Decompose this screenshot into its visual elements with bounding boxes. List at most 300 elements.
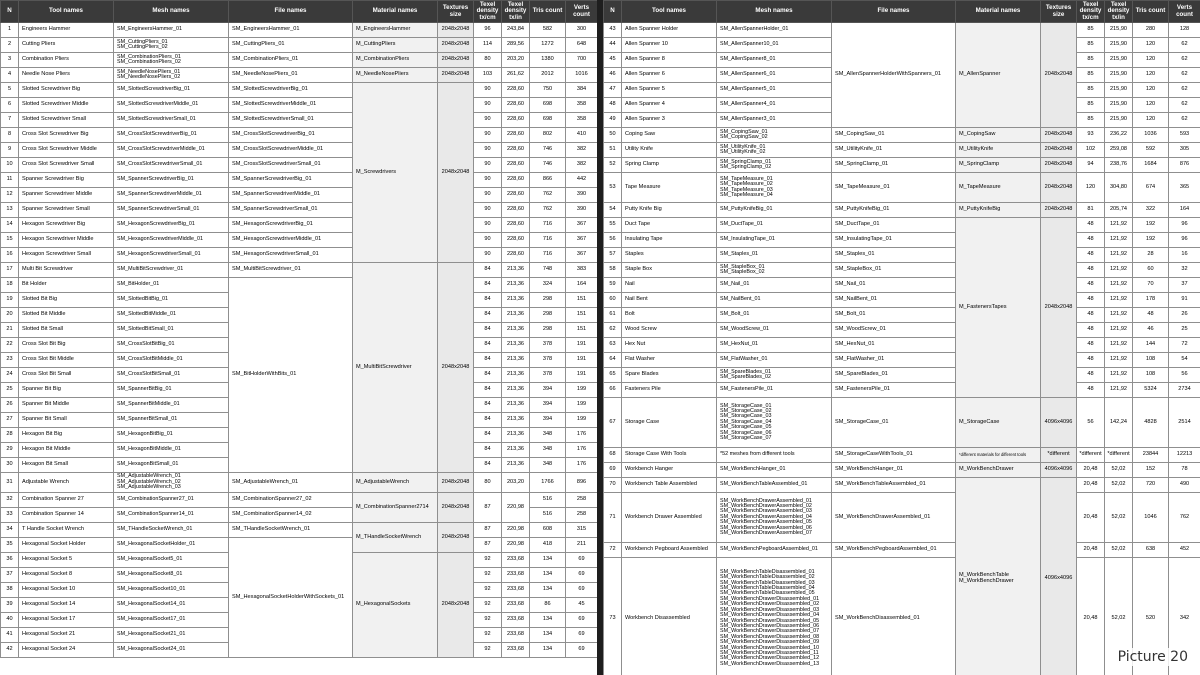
texel-density-in: 289,56 [502,38,530,53]
table-row [604,218,1200,233]
mesh-names [114,643,229,658]
material-name [353,473,438,493]
mesh-names [717,448,832,463]
tool-name: Bolt [622,308,717,323]
tris-count: 866 [530,173,566,188]
file-name: SM_SpannerScrewdriverSmall_01 [229,203,353,218]
mesh-name: SM_StorageCase_02 [720,407,772,414]
texel-density-in: 121,92 [1105,383,1133,398]
table-row [604,143,1200,158]
table-row [1,38,598,53]
mesh-names [717,293,832,308]
row-number: 41 [1,628,19,643]
tris-count: 48 [1133,308,1169,323]
texel-density-in: 121,92 [1105,248,1133,263]
tool-name: Multi Bit Screwdriver [19,263,114,278]
mesh-name: SM_HexagonalSocket5_01 [117,556,183,563]
verts-count: 452 [1169,543,1200,558]
texture-size: 2048x2048 [438,38,474,53]
texel-density-cm: 20,48 [1077,558,1105,675]
mesh-names [717,53,832,68]
material-name [353,68,438,83]
mesh-names [717,83,832,98]
texel-density-in: 259,08 [1105,143,1133,158]
texel-density-cm: 87 [474,493,502,523]
texel-density-in: 52,02 [1105,493,1133,543]
mesh-name: SM_HexagonalSocket21_01 [117,631,186,638]
file-name: SM_CuttingPliers_01 [229,38,353,53]
table-row [1,68,598,83]
texel-density-in: 213,36 [502,323,530,338]
file-name: SM_SpannerScrewdriverMiddle_01 [229,188,353,203]
tool-name: Hexagonal Socket Holder [19,538,114,553]
texel-density-in: 228,60 [502,233,530,248]
tool-name: Engineers Hammer [19,23,114,38]
mesh-name: SM_TapeMeasure_03 [720,186,773,193]
row-number: 19 [1,293,19,308]
texel-density-cm: 84 [474,458,502,473]
file-name: SM_CrossSlotScrewdriverBig_01 [229,128,353,143]
tris-count: 394 [530,398,566,413]
mesh-name: SM_WorkBenchDrawerDisassembled_10 [720,644,820,651]
column-header: Mesh names [114,1,229,23]
column-header: Tool names [622,1,717,23]
mesh-name: SM_CombinationPliers_01 [117,53,181,60]
mesh-names [717,478,832,493]
row-number: 14 [1,218,19,233]
file-name: SM_HexagonScrewdriverMiddle_01 [229,233,353,248]
tris-count: 516 [530,508,566,523]
verts-count: 78 [1169,463,1200,478]
table-row [604,128,1200,143]
mesh-name: SM_HexagonBitSmall_01 [117,461,179,468]
mesh-names [114,188,229,203]
tris-count: 28 [1133,248,1169,263]
verts-count: 191 [566,353,598,368]
tool-name: Allen Spanner 3 [622,113,717,128]
mesh-name: SM_WorkBenchDrawerDisassembled_05 [720,617,820,624]
verts-count: 176 [566,428,598,443]
mesh-name: SM_SpannerScrewdriverSmall_01 [117,206,200,213]
tris-count: 582 [530,23,566,38]
tris-count: 1036 [1133,128,1169,143]
mesh-name: SM_SpannerBitSmall_01 [117,416,178,423]
mesh-name: SM_WorkBenchDrawerDisassembled_09 [720,639,820,646]
tool-name: Slotted Bit Small [19,323,114,338]
texel-density-in: 203,20 [502,53,530,68]
mesh-names [114,278,229,293]
table-row [604,263,1200,278]
table-row [604,353,1200,368]
texel-density-in: 228,60 [502,128,530,143]
row-number: 52 [604,158,622,173]
mesh-name: SM_HexagonalSocket8_01 [117,571,183,578]
mesh-names [114,458,229,473]
texel-density-in: 121,92 [1105,338,1133,353]
mesh-name: SM_WorkBenchDrawerAssembled_04 [720,513,812,520]
verts-count: 72 [1169,338,1200,353]
verts-count: 367 [566,218,598,233]
texel-density-cm: 103 [474,68,502,83]
mesh-name: SM_SlottedBitSmall_01 [117,326,174,333]
mesh-names [114,203,229,218]
texel-density-cm: 92 [474,568,502,583]
mesh-name: SM_CombinationSpanner14_01 [117,511,194,518]
material-line: M_WorkBenchDrawer [959,466,1014,473]
texel-density-cm: 85 [1077,98,1105,113]
verts-count: 32 [1169,263,1200,278]
column-header: Tool names [19,1,114,23]
verts-count: 69 [566,643,598,658]
tris-count: 750 [530,83,566,98]
verts-count: 96 [1169,218,1200,233]
texel-density-in: 233,68 [502,553,530,568]
tris-count: 86 [530,598,566,613]
mesh-names [717,248,832,263]
mesh-names [114,113,229,128]
file-name: SM_DuctTape_01 [832,218,956,233]
mesh-name: SM_SlottedBitBig_01 [117,296,168,303]
tris-count: 120 [1133,113,1169,128]
material-line: M_CombinationPliers [356,56,410,63]
mesh-name: SM_HexagonBitMiddle_01 [117,446,181,453]
tool-name: Hexagon Bit Small [19,458,114,473]
texel-density-cm: 90 [474,218,502,233]
tris-count: 1766 [530,473,566,493]
mesh-name: SM_CopingSaw_02 [720,134,768,140]
mesh-names [114,68,229,83]
mesh-names [114,248,229,263]
file-name: SM_StapleBox_01 [832,263,956,278]
column-header: Mesh names [717,1,832,23]
row-number: 23 [1,353,19,368]
mesh-name: SM_WorkBenchHanger_01 [720,466,786,473]
mesh-name: SM_WorkBenchDrawerAssembled_02 [720,502,812,509]
texel-density-in: 121,92 [1105,293,1133,308]
table-body-left [1,23,598,658]
mesh-names [717,323,832,338]
material-line: M_MultiBitScrewdriver [356,363,412,370]
tool-name: Hexagon Screwdriver Small [19,248,114,263]
tris-count: 298 [530,293,566,308]
mesh-name: SM_CuttingPliers_02 [117,44,168,50]
verts-count: 358 [566,98,598,113]
row-number: 72 [604,543,622,558]
texture-size: *different [1041,448,1077,463]
texel-density-in: 142,24 [1105,398,1133,448]
file-name: SM_CombinationSpanner14_02 [229,508,353,523]
material-line: M_Screwdrivers [356,168,397,175]
table-row [1,248,598,263]
mesh-names [717,263,832,278]
texel-density-cm: 48 [1077,353,1105,368]
file-name: SM_SlottedScrewdriverMiddle_01 [229,98,353,113]
texel-density-in: 233,68 [502,628,530,643]
texel-density-in: 228,60 [502,218,530,233]
texel-density-in: 213,36 [502,308,530,323]
verts-count: 199 [566,383,598,398]
header-row [1,1,598,23]
mesh-name: SM_WorkBenchPegboardAssembled_01 [720,546,818,553]
mesh-names [114,338,229,353]
mesh-names [717,158,832,173]
verts-count: 367 [566,233,598,248]
column-header: Verts count [566,1,598,23]
row-number: 30 [1,458,19,473]
texel-density-cm: 92 [474,583,502,598]
verts-count: 191 [566,338,598,353]
tris-count: 1046 [1133,493,1169,543]
texel-density-in: 213,36 [502,428,530,443]
table-row [1,493,598,508]
row-number: 4 [1,68,19,83]
tris-count: 720 [1133,478,1169,493]
tool-name: Allen Spanner Holder [622,23,717,38]
texel-density-in: 213,36 [502,443,530,458]
material-line: M_UtilityKnife [959,146,994,153]
tris-count: 5324 [1133,383,1169,398]
texel-density-in: 213,36 [502,368,530,383]
verts-count: 199 [566,413,598,428]
tool-name: Staple Box [622,263,717,278]
mesh-names [717,233,832,248]
verts-count: 62 [1169,113,1200,128]
texel-density-in: 233,68 [502,598,530,613]
table-row [604,448,1200,463]
mesh-names [114,493,229,508]
row-number: 55 [604,218,622,233]
tool-name: Staples [622,248,717,263]
texel-density-cm: 85 [1077,68,1105,83]
mesh-names [717,203,832,218]
material-line: *different materials for different tools [959,451,1027,457]
verts-count: 45 [566,598,598,613]
verts-count: 876 [1169,158,1200,173]
tris-count: 152 [1133,463,1169,478]
texel-density-in: 213,36 [502,383,530,398]
row-number: 40 [1,613,19,628]
tool-name: Cross Slot Bit Big [19,338,114,353]
tool-name: Allen Spanner 5 [622,83,717,98]
tris-count: 178 [1133,293,1169,308]
file-name: SM_FastenersPile_01 [832,383,956,398]
mesh-names [114,143,229,158]
verts-count: 62 [1169,53,1200,68]
column-header: Material names [956,1,1041,23]
verts-count: 164 [1169,203,1200,218]
verts-count: 69 [566,568,598,583]
texel-density-cm: 84 [474,413,502,428]
texel-density-cm: 94 [1077,158,1105,173]
material-line: M_WorkBenchDrawer [959,577,1014,584]
mesh-names [114,613,229,628]
texel-density-cm: 48 [1077,293,1105,308]
verts-count: 2734 [1169,383,1200,398]
table-row [1,113,598,128]
tool-name: Coping Saw [622,128,717,143]
texel-density-in: 233,68 [502,613,530,628]
texture-size: 2048x2048 [438,473,474,493]
mesh-name: SM_CrossSlotScrewdriverSmall_01 [117,161,203,168]
texel-density-cm: 48 [1077,263,1105,278]
mesh-name: SM_DuctTape_01 [720,221,763,228]
row-number: 6 [1,98,19,113]
file-name: SM_CopingSaw_01 [832,128,956,143]
left-table-panel [0,0,597,675]
verts-count: 151 [566,308,598,323]
verts-count: 2514 [1169,398,1200,448]
texel-density-cm: 84 [474,263,502,278]
mesh-names [114,398,229,413]
table-row [1,523,598,538]
mesh-names [717,128,832,143]
mesh-name: SM_WorkBenchTableDisassembled_05 [720,590,815,597]
table-row [1,278,598,293]
texel-density-cm: 20,48 [1077,493,1105,543]
tris-count: 698 [530,113,566,128]
verts-count: 12213 [1169,448,1200,463]
tool-name: Workbench Disassembled [622,558,717,675]
tris-count: 134 [530,568,566,583]
mesh-name: SM_WorkBenchDrawerDisassembled_03 [720,606,820,613]
row-number: 42 [1,643,19,658]
table-row [604,278,1200,293]
material-line: M_AllenSpanner [959,71,1001,78]
tool-name: Fasteners Pile [622,383,717,398]
tool-name: Bit Holder [19,278,114,293]
mesh-name: SM_AllenSpanner6_01 [720,71,776,78]
column-header: Texel density tx/cm [1077,1,1105,23]
mesh-names [114,443,229,458]
mesh-names [114,568,229,583]
file-name: SM_HexNut_01 [832,338,956,353]
tool-name: Hexagonal Socket 14 [19,598,114,613]
verts-count: 490 [1169,478,1200,493]
row-number: 33 [1,508,19,523]
verts-count: 1016 [566,68,598,83]
mesh-name: SM_SpareBlades_02 [720,374,771,380]
mesh-name: SM_StorageCase_05 [720,424,772,431]
mesh-name: SM_AllenSpanner3_01 [720,116,776,123]
table-body-right [604,23,1200,675]
mesh-name: SM_UtilityKnife_01 [720,143,766,150]
texture-size: 2048x2048 [438,83,474,263]
texel-density-cm: 56 [1077,398,1105,448]
texel-density-in: 233,68 [502,583,530,598]
mesh-names [114,508,229,523]
mesh-names [717,23,832,38]
texel-density-in: 228,60 [502,248,530,263]
texel-density-in: 213,36 [502,338,530,353]
verts-count: 69 [566,628,598,643]
texel-density-cm: 92 [474,598,502,613]
texture-size: 2048x2048 [1041,128,1077,143]
material-line: M_EngineersHammer [356,26,411,33]
column-header: N [604,1,622,23]
texel-density-cm: 20,48 [1077,463,1105,478]
tool-name: Cross Slot Bit Middle [19,353,114,368]
tool-name: Hexagonal Socket 24 [19,643,114,658]
mesh-names [717,493,832,543]
row-number: 64 [604,353,622,368]
mesh-names [114,368,229,383]
tris-count: 298 [530,308,566,323]
mesh-name: SM_HexagonScrewdriverMiddle_01 [117,236,203,243]
texel-density-cm: 90 [474,188,502,203]
row-number: 10 [1,158,19,173]
texel-density-cm: 90 [474,233,502,248]
mesh-name: SM_WorkBenchDrawerDisassembled_02 [720,601,820,608]
file-name: SM_WorkBenchPegboardAssembled_01 [832,543,956,558]
material-name [353,493,438,523]
tool-name: Spanner Screwdriver Middle [19,188,114,203]
verts-count: 62 [1169,68,1200,83]
tool-name: Slotted Screwdriver Big [19,83,114,98]
table-row [604,233,1200,248]
tris-count: 60 [1133,263,1169,278]
material-name [956,478,1041,675]
row-number: 62 [604,323,622,338]
verts-count: 315 [566,523,598,538]
tris-count: 802 [530,128,566,143]
file-name: SM_HexagonScrewdriverBig_01 [229,218,353,233]
texel-density-in: 233,68 [502,568,530,583]
mesh-names [717,278,832,293]
mesh-name: SM_SpannerBitMiddle_01 [117,401,180,408]
mesh-name: SM_NailBent_01 [720,296,761,303]
mesh-name: SM_HexagonalSocket17_01 [117,616,186,623]
material-name [956,398,1041,448]
mesh-names [114,128,229,143]
texel-density-cm: 85 [1077,23,1105,38]
table-row [604,173,1200,203]
tools-table-left [0,0,597,658]
texel-density-in: 228,60 [502,158,530,173]
mesh-names [114,628,229,643]
mesh-names [717,558,832,675]
tris-count: 716 [530,233,566,248]
mesh-name: SM_WorkBenchTableAssembled_01 [720,481,808,488]
row-number: 50 [604,128,622,143]
mesh-names [114,38,229,53]
texel-density-cm: 84 [474,368,502,383]
mesh-name: SM_HexNut_01 [720,341,759,348]
texel-density-cm: 84 [474,293,502,308]
mesh-names [114,53,229,68]
tool-name: Allen Spanner 10 [622,38,717,53]
tris-count: 716 [530,248,566,263]
texel-density-in: 228,60 [502,173,530,188]
mesh-names [717,68,832,83]
tris-count: 120 [1133,38,1169,53]
texel-density-in: 121,92 [1105,368,1133,383]
mesh-name: SM_WorkBenchTableDisassembled_03 [720,579,815,586]
verts-count: 382 [566,158,598,173]
tool-name: Storage Case With Tools [622,448,717,463]
mesh-names [114,553,229,568]
mesh-name: SM_AllenSpanner8_01 [720,56,776,63]
material-name [956,463,1041,478]
mesh-name: SM_HexagonScrewdriverBig_01 [117,221,195,228]
texture-size: 2048x2048 [438,68,474,83]
mesh-names [717,98,832,113]
mesh-name: SM_SpareBlades_01 [720,368,771,375]
row-number: 44 [604,38,622,53]
tool-name: Combination Spanner 27 [19,493,114,508]
texel-density-in: 52,02 [1105,463,1133,478]
material-name [956,203,1041,218]
texel-density-cm: 85 [1077,113,1105,128]
